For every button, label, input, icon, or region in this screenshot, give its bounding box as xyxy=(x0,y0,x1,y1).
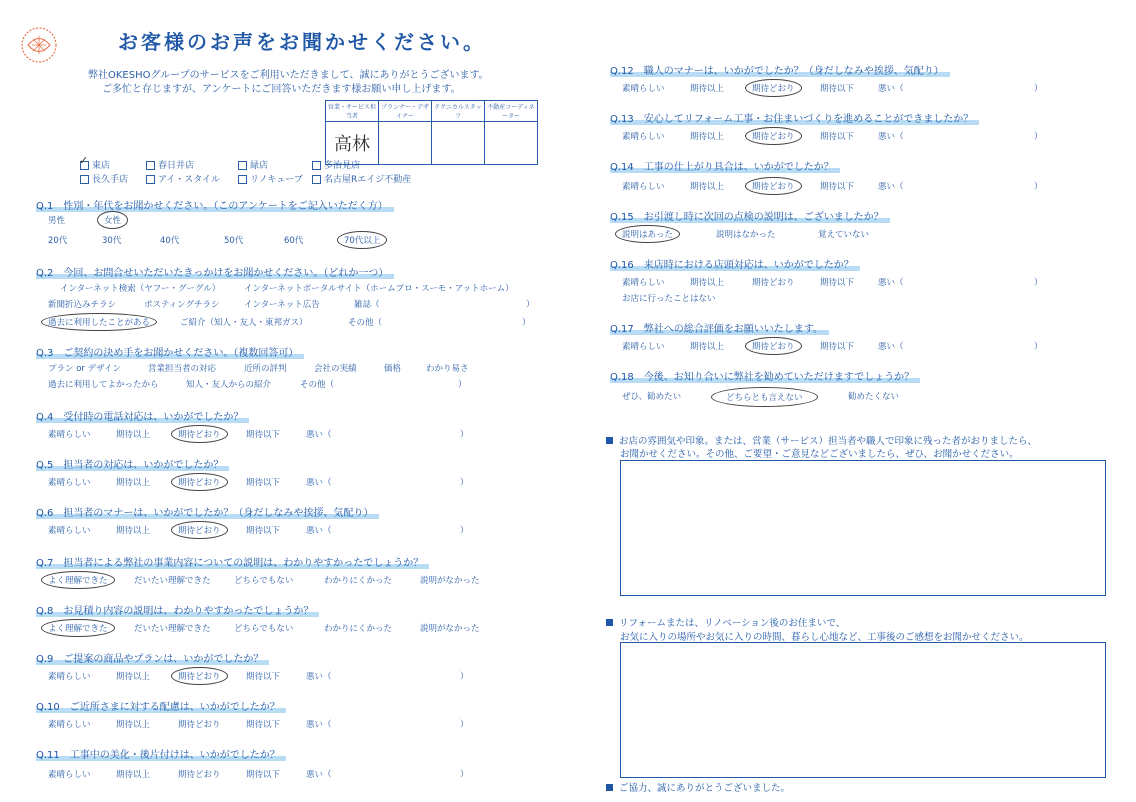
option-selected[interactable]: 期待どおり xyxy=(171,521,228,539)
option[interactable]: 素晴らしい xyxy=(622,84,665,94)
checkbox-icon[interactable] xyxy=(146,175,155,184)
option[interactable]: 悪い（ xyxy=(878,182,904,192)
option[interactable]: 20代 xyxy=(48,236,68,246)
checkbox-icon[interactable] xyxy=(80,175,89,184)
option[interactable]: 期待以下 xyxy=(246,478,281,488)
option[interactable]: 素晴らしい xyxy=(48,720,91,730)
option[interactable]: わかり易さ xyxy=(426,364,469,374)
shop-option-higashi[interactable]: ✓ 東店 xyxy=(79,154,111,171)
staff-header-realestate: 不動産コーディネーター xyxy=(485,101,538,122)
free-comment-2-label: リフォームまたは、リノベーション後のお住まいで、 xyxy=(606,615,845,629)
shop-option-renocube[interactable]: リノキューブ xyxy=(238,172,303,185)
shop-option-kasugai[interactable]: 春日井店 xyxy=(146,158,194,171)
option[interactable]: 勧めたくない xyxy=(848,392,900,402)
option[interactable]: 期待以下 xyxy=(820,182,855,192)
option: ） xyxy=(526,300,535,310)
staff-value-planner[interactable] xyxy=(379,122,432,165)
option[interactable]: 価格 xyxy=(384,364,402,374)
question-16: Q.16 来店時における店頭対応は、いかがでしたか？ xyxy=(610,256,860,271)
staff-value-realestate[interactable] xyxy=(485,122,538,165)
option[interactable]: 期待以上 xyxy=(690,182,725,192)
checkbox-icon[interactable] xyxy=(238,161,247,170)
option[interactable]: 期待どおり xyxy=(178,770,221,780)
option[interactable]: 期待以上 xyxy=(116,770,151,780)
option: ） xyxy=(460,720,469,730)
checkbox-icon[interactable] xyxy=(146,161,155,170)
option[interactable]: 期待以下 xyxy=(246,430,281,440)
question-9: Q.9 ご提案の商品やプランは、いかがでしたか？ xyxy=(36,650,269,665)
option[interactable]: ご紹介（知人・友人・東邦ガス） xyxy=(180,318,308,328)
option-selected[interactable]: 期待どおり xyxy=(171,473,228,491)
question-10: Q.10 ご近所さまに対する配慮は、いかがでしたか？ xyxy=(36,698,286,713)
option[interactable]: 素晴らしい xyxy=(622,182,665,192)
option[interactable]: 期待以上 xyxy=(690,84,725,94)
option[interactable]: 期待以下 xyxy=(820,84,855,94)
intro-line-1: 弊社OKESHOグループのサービスをご利用いただきまして、誠にありがとうございます。 xyxy=(88,70,489,81)
question-11: Q.11 工事中の美化・後片付けは、いかがでしたか？ xyxy=(36,746,286,761)
option[interactable]: 期待以上 xyxy=(116,430,151,440)
option[interactable]: 男性 xyxy=(48,216,66,226)
question-3: Q.3 ご契約の決め手をお聞かせください。（複数回答可） xyxy=(36,344,304,359)
option[interactable]: 30代 xyxy=(102,236,122,246)
question-12: Q.12 職人のマナーは、いかがでしたか？（身だしなみや挨拶、気配り） xyxy=(610,62,950,77)
option-selected[interactable]: 説明はあった xyxy=(615,225,680,243)
option-selected[interactable]: 70代以上 xyxy=(337,231,387,249)
option: ） xyxy=(522,318,531,328)
option[interactable]: 素晴らしい xyxy=(48,672,91,682)
question-5: Q.5 担当者の対応は、いかがでしたか？ xyxy=(36,456,229,471)
option: ） xyxy=(460,526,469,536)
shop-option-midori[interactable]: 緑店 xyxy=(238,158,268,171)
intro-line-2: ご多忙と存じますが、アンケートにご回答いただきます様お願い申し上げます。 xyxy=(102,84,461,95)
staff-header-technical: テクニカルスタッフ xyxy=(432,101,485,122)
question-8: Q.8 お見積り内容の説明は、わかりやすかったでしょうか？ xyxy=(36,602,319,617)
option[interactable]: 期待以下 xyxy=(820,278,855,288)
option[interactable]: 期待以下 xyxy=(820,132,855,142)
option[interactable]: 悪い（ xyxy=(878,84,904,94)
question-15: Q.15 お引渡し時に次回の点検の説明は、ございましたか？ xyxy=(610,208,890,223)
option[interactable]: プラン or デザイン xyxy=(48,364,122,374)
option: ） xyxy=(458,380,467,390)
question-4: Q.4 受付時の電話対応は、いかがでしたか？ xyxy=(36,408,249,423)
question-6: Q.6 担当者のマナーは、いかがでしたか？（身だしなみや挨拶、気配り） xyxy=(36,504,379,519)
option[interactable]: 悪い（ xyxy=(306,770,332,780)
option-selected[interactable]: 期待どおり xyxy=(745,177,802,195)
shop-option-istyle[interactable]: アイ・スタイル xyxy=(146,172,220,185)
question-1: Q.1 性別・年代をお聞かせください。（このアンケートをご記入いただく方） xyxy=(36,197,394,212)
question-14: Q.14 工事の仕上がり具合は、いかがでしたか？ xyxy=(610,158,840,173)
option[interactable]: どちらでもない xyxy=(234,576,294,586)
checkbox-icon[interactable] xyxy=(238,175,247,184)
closing-message: ご協力、誠にありがとうございました。 xyxy=(606,780,790,794)
option[interactable]: 期待以上 xyxy=(116,672,151,682)
option[interactable]: 素晴らしい xyxy=(622,342,665,352)
option-selected[interactable]: 期待どおり xyxy=(745,79,802,97)
option-selected[interactable]: 期待どおり xyxy=(171,667,228,685)
option[interactable]: ポスティングチラシ xyxy=(144,300,220,310)
option: ） xyxy=(1034,182,1043,192)
option[interactable]: 悪い（ xyxy=(306,526,332,536)
free-comment-1-label: お店の雰囲気や印象。または、営業（サービス）担当者や職人で印象に残った者がおりましたら、 xyxy=(606,433,1037,447)
option[interactable]: 期待以下 xyxy=(246,720,281,730)
staff-table xyxy=(325,100,538,165)
option[interactable]: 知人・友人からの紹介 xyxy=(186,380,272,390)
option[interactable]: 素晴らしい xyxy=(48,526,91,536)
option[interactable]: 期待以上 xyxy=(116,526,151,536)
option[interactable]: だいたい理解できた xyxy=(134,576,211,586)
option[interactable]: わかりにくかった xyxy=(324,576,393,586)
option[interactable]: お店に行ったことはない xyxy=(622,294,716,304)
shop-option-tajimi[interactable]: 多治見店 xyxy=(312,158,360,171)
option[interactable]: 期待どおり xyxy=(752,278,795,288)
option[interactable]: 期待以下 xyxy=(246,672,281,682)
option[interactable]: だいたい理解できた xyxy=(134,624,211,634)
option[interactable]: どちらでもない xyxy=(234,624,294,634)
option[interactable]: 悪い（ xyxy=(878,342,904,352)
free-comment-1-label-line2: お聞かせください。その他、ご要望・ご意見などございましたら、ぜひ、お聞かせください。 xyxy=(620,449,1019,460)
staff-value-technical[interactable] xyxy=(432,122,485,165)
staff-value-sales[interactable]: 高林 xyxy=(326,122,379,165)
option[interactable]: 期待以下 xyxy=(820,342,855,352)
option[interactable]: 説明がなかった xyxy=(420,576,480,586)
option[interactable]: 悪い（ xyxy=(306,478,332,488)
option[interactable]: 期待どおり xyxy=(178,720,221,730)
option[interactable]: 40代 xyxy=(160,236,180,246)
question-17: Q.17 弊社への総合評価をお願いいたします。 xyxy=(610,320,829,335)
option[interactable]: 期待以上 xyxy=(690,278,725,288)
option[interactable]: インターネット検索（ヤフー・グーグル） xyxy=(60,284,221,294)
option-selected[interactable]: 期待どおり xyxy=(171,425,228,443)
option[interactable]: 会社の実績 xyxy=(314,364,357,374)
option: ） xyxy=(1034,132,1043,142)
option-selected[interactable]: 女性 xyxy=(97,211,128,229)
staff-header-planner: プランナー・デザイナー xyxy=(379,101,432,122)
option[interactable]: 悪い（ xyxy=(306,430,332,440)
option[interactable]: 悪い（ xyxy=(306,672,332,682)
option: ） xyxy=(1034,342,1043,352)
option[interactable]: 営業担当者の対応 xyxy=(148,364,217,374)
option-selected[interactable]: どちらとも言えない xyxy=(711,387,818,407)
shop-option-nagakute[interactable]: 長久手店 xyxy=(80,172,128,185)
staff-header-sales: 営業・サービス担当者 xyxy=(326,101,379,122)
option: ） xyxy=(1034,278,1043,288)
checkbox-icon[interactable] xyxy=(312,175,321,184)
company-logo xyxy=(18,24,60,66)
option[interactable]: 新聞折込みチラシ xyxy=(48,300,117,310)
option-selected[interactable]: よく理解できた xyxy=(41,571,115,589)
option[interactable]: ぜひ、勧めたい xyxy=(622,392,682,402)
option[interactable]: 悪い（ xyxy=(878,278,904,288)
option[interactable]: 説明がなかった xyxy=(420,624,480,634)
option[interactable]: 期待以上 xyxy=(690,342,725,352)
option[interactable]: 素晴らしい xyxy=(48,430,91,440)
option[interactable]: 素晴らしい xyxy=(48,478,91,488)
free-comment-2-box[interactable] xyxy=(620,642,1106,778)
option[interactable]: 期待以上 xyxy=(116,478,151,488)
option[interactable]: 期待以上 xyxy=(116,720,151,730)
option[interactable]: 雑誌（ xyxy=(354,300,380,310)
option: ） xyxy=(460,770,469,780)
free-comment-1-box[interactable] xyxy=(620,460,1106,596)
option[interactable]: 素晴らしい xyxy=(622,278,665,288)
question-7: Q.7 担当者による弊社の事業内容についての説明は、わかりやすかったでしょうか？ xyxy=(36,554,429,569)
option[interactable]: 素晴らしい xyxy=(48,770,91,780)
option[interactable]: 近所の評判 xyxy=(244,364,287,374)
option: ） xyxy=(460,430,469,440)
option[interactable]: インターネット広告 xyxy=(244,300,320,310)
option[interactable]: 説明はなかった xyxy=(716,230,776,240)
option[interactable]: インターネットポータルサイト（ホームプロ・スーモ・アットホーム） xyxy=(244,284,514,294)
option[interactable]: 悪い（ xyxy=(878,132,904,142)
option-selected[interactable]: 期待どおり xyxy=(745,337,802,355)
option[interactable]: 過去に利用してよかったから xyxy=(48,380,159,390)
option[interactable]: 期待以下 xyxy=(246,770,281,780)
option[interactable]: 50代 xyxy=(224,236,244,246)
question-13: Q.13 安心してリフォーム工事・お住まいづくりを進めることができましたか？ xyxy=(610,110,979,125)
option[interactable]: その他（ xyxy=(300,380,335,390)
option[interactable]: 期待以上 xyxy=(690,132,725,142)
option: ） xyxy=(1034,84,1043,94)
question-2: Q.2 今回、お問合せいただいたきっかけをお聞かせください。（どれか一つ） xyxy=(36,264,394,279)
checkbox-icon[interactable] xyxy=(312,161,321,170)
option[interactable]: その他（ xyxy=(348,318,383,328)
option[interactable]: 覚えていない xyxy=(818,230,870,240)
option-selected[interactable]: 過去に利用したことがある xyxy=(41,313,157,331)
option[interactable]: 期待以下 xyxy=(246,526,281,536)
option-selected[interactable]: 期待どおり xyxy=(745,127,802,145)
option[interactable]: 素晴らしい xyxy=(622,132,665,142)
option-selected[interactable]: よく理解できた xyxy=(41,619,115,637)
page-title: お客様のお声をお聞かせください。 xyxy=(118,30,486,54)
option[interactable]: 60代 xyxy=(284,236,304,246)
option[interactable]: 悪い（ xyxy=(306,720,332,730)
shop-option-nagoya-r-age[interactable]: 名古屋Rエイジ不動産 xyxy=(312,172,411,185)
option: ） xyxy=(460,672,469,682)
option[interactable]: わかりにくかった xyxy=(324,624,393,634)
question-18: Q.18 今後、お知り合いに弊社を勧めていただけますでしょうか？ xyxy=(610,368,920,383)
option: ） xyxy=(460,478,469,488)
free-comment-2-label-line2: お気に入りの場所やお気に入りの時間、暮らし心地など、工事後のご感想をお聞かせください。 xyxy=(620,632,1029,643)
